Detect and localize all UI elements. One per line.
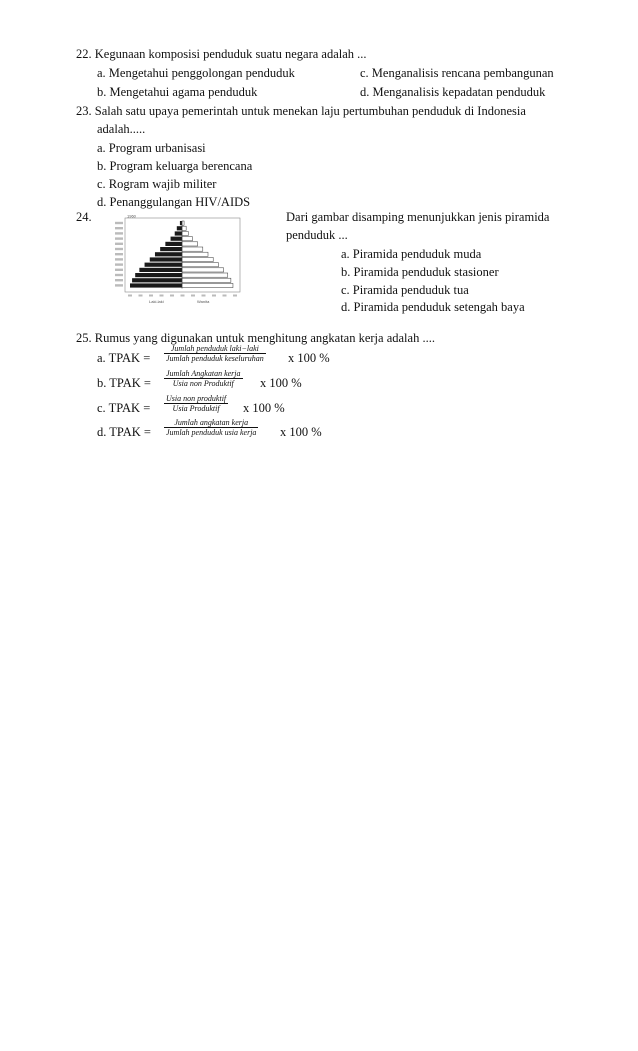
pyramid-age-tick-label — [115, 243, 123, 245]
fraction-denominator: Usia Produktif — [172, 404, 220, 413]
pyramid-age-tick-label — [115, 232, 123, 234]
fraction-numerator: Jumlah penduduk laki−laki — [164, 344, 266, 354]
pyramid-female-bar — [182, 242, 198, 246]
q23-option-c: c. Rogram wajib militer — [97, 177, 217, 191]
q25-stem: 25. Rumus yang digunakan untuk menghitung angkatan kerja adalah .... — [76, 331, 435, 345]
pyramid-x-tick-label — [191, 295, 195, 297]
pyramid-x-tick-label — [160, 295, 164, 297]
pyramid-age-tick-label — [115, 284, 123, 286]
pyramid-male-bar — [130, 283, 182, 287]
pyramid-male-bar — [155, 252, 182, 256]
q25-option-d-label: d. TPAK = — [97, 425, 151, 439]
pyramid-x-tick-label — [128, 295, 132, 297]
q25-option-c-fraction — [164, 394, 228, 413]
pyramid-title: 1960 — [127, 213, 136, 219]
q25-option-a-tail: x 100 % — [288, 351, 330, 365]
fraction-denominator: Usia non Produktif — [172, 379, 234, 388]
pyramid-male-bar — [145, 263, 182, 267]
q23-option-b: b. Program keluarga berencana — [97, 159, 253, 173]
pyramid-x-tick-label — [139, 295, 143, 297]
pyramid-male-bar — [180, 221, 182, 225]
pyramid-female-bar — [182, 226, 186, 230]
pyramid-female-bar — [182, 257, 213, 261]
pyramid-female-bar — [182, 278, 231, 282]
pyramid-female-bar — [182, 237, 192, 241]
fraction-denominator: Jumlah penduduk usia kerja — [166, 428, 257, 437]
q25-option-a-fraction — [164, 344, 266, 363]
q24-option-a: a. Piramida penduduk muda — [341, 247, 482, 261]
pyramid-age-tick-label — [115, 274, 123, 276]
q24-number: 24. — [76, 210, 92, 224]
pyramid-female-bar — [182, 268, 224, 272]
q25-option-d-tail: x 100 % — [280, 425, 322, 439]
pyramid-x-tick-label — [212, 295, 216, 297]
q23-option-a: a. Program urbanisasi — [97, 141, 206, 155]
pyramid-x-tick-label — [202, 295, 206, 297]
q23-stem-cont: adalah..... — [97, 122, 146, 136]
population-pyramid-figure — [113, 213, 243, 305]
q22-option-d: d. Menganalisis kepadatan penduduk — [360, 85, 546, 99]
pyramid-age-tick-label — [115, 237, 123, 239]
q24-option-c: c. Piramida penduduk tua — [341, 283, 469, 297]
q22-option-a: a. Mengetahui penggolongan penduduk — [97, 66, 295, 80]
pyramid-x-tick-label — [149, 295, 153, 297]
pyramid-x-tick-label — [181, 295, 185, 297]
pyramid-x-tick-label — [170, 295, 174, 297]
q25-option-b-tail: x 100 % — [260, 376, 302, 390]
q25-option-c-label: c. TPAK = — [97, 401, 151, 415]
pyramid-female-bar — [182, 221, 184, 225]
pyramid-male-bar — [135, 273, 182, 277]
q24-stem-cont: penduduk ... — [286, 228, 348, 242]
q25-option-b-fraction — [164, 369, 243, 388]
pyramid-male-bar — [165, 242, 182, 246]
fraction-numerator: Usia non produktif — [166, 394, 227, 403]
q23-option-d: d. Penanggulangan HIV/AIDS — [97, 195, 251, 209]
q25-option-c-tail: x 100 % — [243, 401, 285, 415]
pyramid-female-bar — [182, 283, 233, 287]
pyramid-male-bar — [132, 278, 182, 282]
pyramid-age-tick-label — [115, 227, 123, 229]
q24-stem: Dari gambar disamping menunjukkan jenis piramida — [286, 210, 550, 224]
q22-option-c: c. Menganalisis rencana pembangunan — [360, 66, 554, 80]
q25-option-a-label: a. TPAK = — [97, 351, 151, 365]
pyramid-age-tick-label — [115, 248, 123, 250]
pyramid-age-tick-label — [115, 253, 123, 255]
q25-option-d-fraction — [164, 418, 258, 437]
pyramid-female-label: Wanita — [197, 299, 210, 304]
pyramid-x-tick-label — [223, 295, 227, 297]
q24-option-d: d. Piramida penduduk setengah baya — [341, 300, 525, 314]
pyramid-age-tick-label — [115, 263, 123, 265]
pyramid-female-bar — [182, 231, 188, 235]
pyramid-male-label: Laki-laki — [149, 299, 164, 304]
pyramid-female-bar — [182, 252, 208, 256]
pyramid-male-bar — [150, 257, 182, 261]
pyramid-male-bar — [177, 226, 182, 230]
pyramid-male-bar — [175, 231, 182, 235]
fraction-numerator: Jumlah angkatan kerja — [164, 418, 258, 428]
pyramid-age-tick-label — [115, 258, 123, 260]
pyramid-age-tick-label — [115, 279, 123, 281]
pyramid-male-bar — [160, 247, 182, 251]
pyramid-age-tick-label — [115, 222, 123, 224]
pyramid-male-bar — [171, 237, 182, 241]
pyramid-x-tick-label — [233, 295, 237, 297]
pyramid-male-bar — [139, 268, 182, 272]
q22-stem: 22. Kegunaan komposisi penduduk suatu negara adalah ... — [76, 47, 367, 61]
pyramid-female-bar — [182, 247, 203, 251]
q22-option-b: b. Mengetahui agama penduduk — [97, 85, 258, 99]
q23-stem: 23. Salah satu upaya pemerintah untuk menekan laju pertumbuhan penduduk di Indonesia — [76, 104, 526, 118]
pyramid-female-bar — [182, 263, 218, 267]
fraction-denominator: Jumlah penduduk keseluruhan — [166, 354, 264, 363]
pyramid-age-tick-label — [115, 269, 123, 271]
fraction-numerator: Jumlah Angkatan kerja — [166, 369, 241, 378]
pyramid-female-bar — [182, 273, 228, 277]
q25-option-b-label: b. TPAK = — [97, 376, 151, 390]
q24-option-b: b. Piramida penduduk stasioner — [341, 265, 499, 279]
